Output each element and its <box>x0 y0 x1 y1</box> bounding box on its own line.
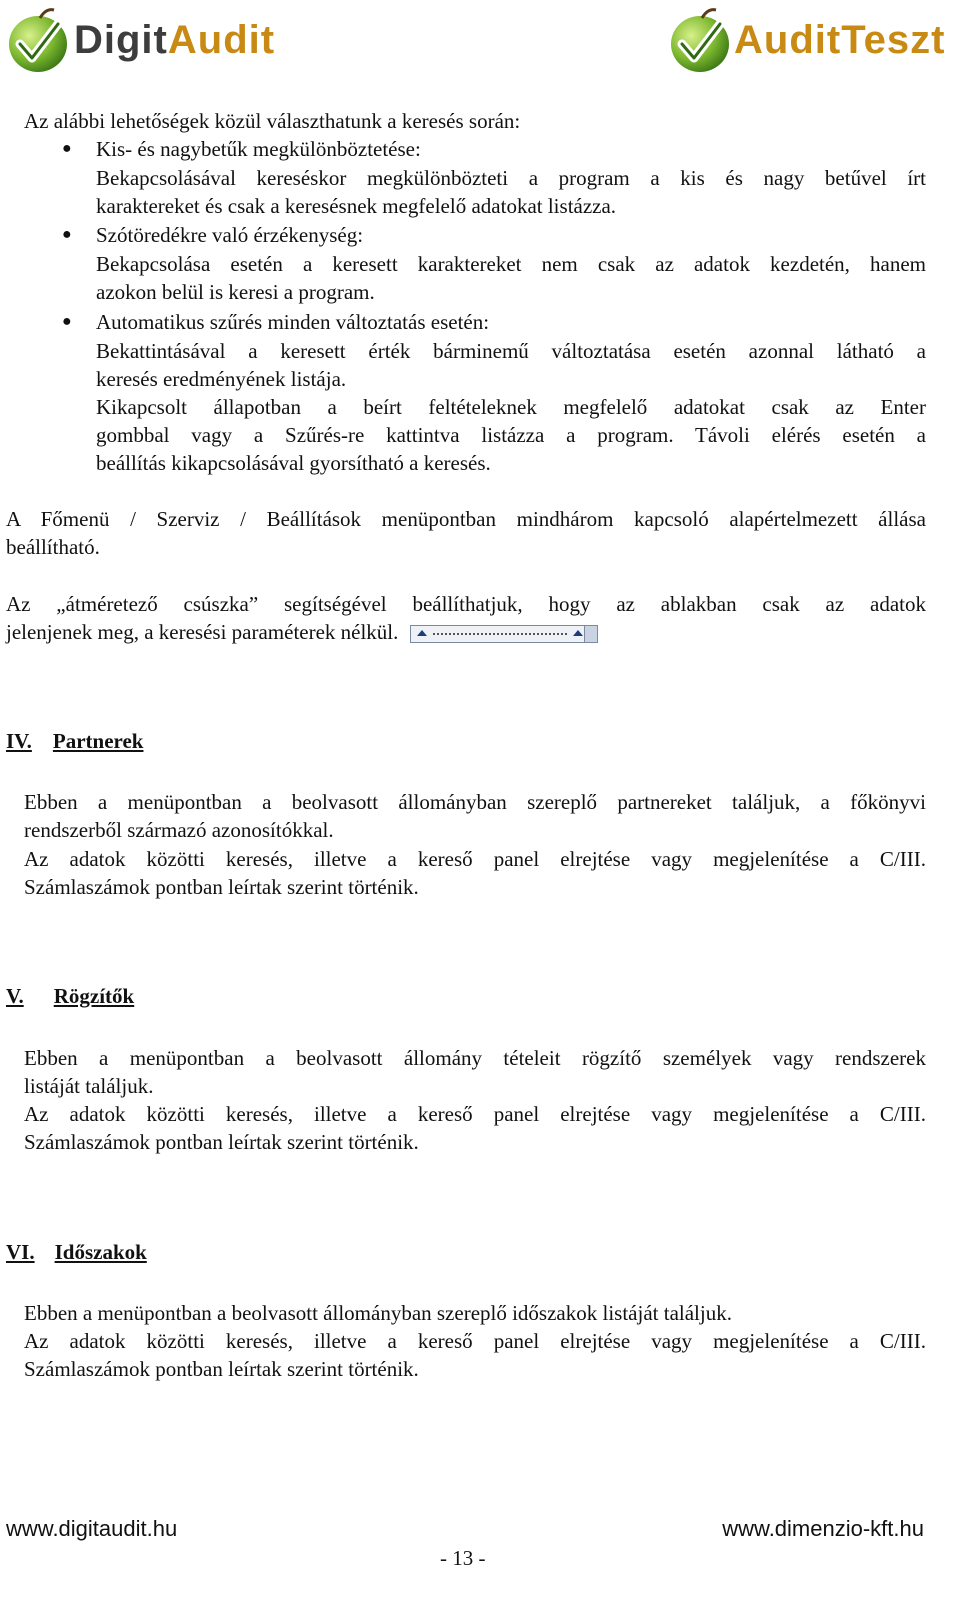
section-text-line: Számlaszámok pontban leírtak szerint történik. <box>24 1357 419 1381</box>
slider-text-line: Az „átméretező csúszka” segítségével beállíthatjuk, hogy az ablakban csak az adatok <box>6 592 926 616</box>
footer-right-url[interactable]: www.dimenzio-kft.hu <box>722 1516 924 1541</box>
slider-up-arrow-icon <box>573 630 583 636</box>
footer-left-url[interactable]: www.digitaudit.hu <box>6 1516 178 1541</box>
section-text-line: Az adatok közötti keresés, illetve a kereső panel elrejtése vagy megjelenítése a C/III. <box>24 847 926 871</box>
bullet-icon: ● <box>62 140 72 157</box>
section-text-line: Ebben a menüpontban a beolvasott állományban szereplő partnereket találjuk, a főkönyvi <box>24 790 926 814</box>
bullet-icon: ● <box>62 313 72 330</box>
section-title: Partnerek <box>52 729 144 753</box>
settings-text-line: A Főmenü / Szerviz / Beállítások menüpontban mindhárom kapcsoló alapértelmezett állása <box>6 507 926 531</box>
bullet-text-line: Bekapcsolásával kereséskor megkülönbözteti a program a kis és nagy betűvel írt <box>96 166 926 190</box>
section-heading <box>6 982 134 1011</box>
section-text-line: listáját találjuk. <box>24 1074 154 1098</box>
slider-grip <box>433 633 567 635</box>
slider-text-row <box>6 618 598 647</box>
logo-audit-text: Audit <box>734 18 842 62</box>
page-number: - 13 - <box>440 1546 486 1570</box>
section-title: Rögzítők <box>53 984 135 1008</box>
section-text-line: Az adatok közötti keresés, illetve a kereső panel elrejtése vagy megjelenítése a C/III. <box>24 1329 926 1353</box>
bullet-text-line: Kikapcsolt állapotban a beírt feltételeknek megfelelő adatokat csak az Enter <box>96 395 926 419</box>
section-heading <box>6 727 143 756</box>
slider-text-line: jelenjenek meg, a keresési paraméterek nélkül. <box>6 620 399 644</box>
bullet-text-line: Bekattintásával a keresett érték bárminemű változtatása esetén azonnal látható a <box>96 339 926 363</box>
settings-text-line: beállítható. <box>6 535 100 559</box>
section-text-line: Ebben a menüpontban a beolvasott állomány tételeit rögzítő személyek vagy rendszerek <box>24 1046 926 1070</box>
bullet-title: Szótöredékre való érzékenység: <box>96 223 364 247</box>
bullet-text-line: keresés eredményének listája. <box>96 367 347 391</box>
bullet-text-line: beállítás kikapcsolásával gyorsítható a keresés. <box>96 451 491 475</box>
auditteszt-logo <box>668 6 945 74</box>
bullet-text-line: Bekapcsolása esetén a keresett karaktereket nem csak az adatok kezdetén, hanem <box>96 252 926 276</box>
logo-audit-text: Audit <box>167 18 276 62</box>
logo-teszt-text: Teszt <box>841 18 946 62</box>
section-number: VI. <box>6 1240 35 1264</box>
slider-up-arrow-icon <box>417 630 427 636</box>
section-text-line: Ebben a menüpontban a beolvasott állományban szereplő időszakok listáját találjuk. <box>24 1301 732 1325</box>
checkmark-apple-icon <box>6 6 70 74</box>
section-text-line: Számlaszámok pontban leírtak szerint történik. <box>24 1130 419 1154</box>
checkmark-apple-icon <box>668 6 732 74</box>
section-text-line: Számlaszámok pontban leírtak szerint történik. <box>24 875 419 899</box>
bullet-title: Kis- és nagybetűk megkülönböztetése: <box>96 137 421 161</box>
digitaudit-logo <box>6 6 275 74</box>
bullet-title: Automatikus szűrés minden változtatás esetén: <box>96 310 490 334</box>
slider-button[interactable] <box>584 626 597 642</box>
resize-slider[interactable] <box>410 625 598 643</box>
section-heading <box>6 1238 147 1267</box>
bullet-text-line: azokon belül is keresi a program. <box>96 280 375 304</box>
section-number: V. <box>6 984 24 1008</box>
bullet-text-line: karaktereket és csak a keresésnek megfelelő adatokat listázza. <box>96 194 617 218</box>
logo-digit-text: Digit <box>74 18 168 62</box>
section-title: Időszakok <box>54 1240 147 1264</box>
bullet-text-line: gombbal vagy a Szűrés-re kattintva listázza a program. Távoli elérés esetén a <box>96 423 926 447</box>
section-text-line: Az adatok közötti keresés, illetve a kereső panel elrejtése vagy megjelenítése a C/III. <box>24 1102 926 1126</box>
bullet-icon: ● <box>62 226 72 243</box>
section-text-line: rendszerből származó azonosítókkal. <box>24 818 334 842</box>
section-number: IV. <box>6 729 32 753</box>
intro-text: Az alábbi lehetőségek közül választhatunk a keresés során: <box>24 109 521 133</box>
